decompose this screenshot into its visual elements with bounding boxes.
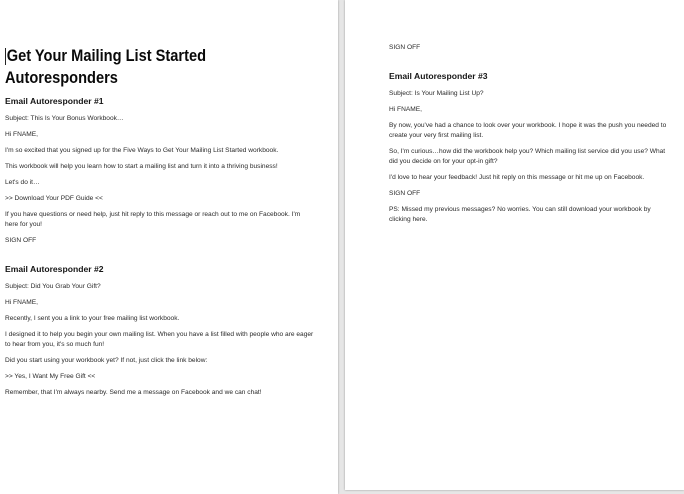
- autoresponder-2-gift-link: >> Yes, I Want My Free Gift <<: [5, 373, 96, 380]
- autoresponder-1-greeting: Hi FNAME,: [5, 131, 38, 138]
- autoresponder-3-postscript: PS: Missed my previous messages? No worries. You can still download your workbook by clicking here.: [389, 206, 651, 223]
- autoresponder-3-greeting: Hi FNAME,: [389, 106, 422, 113]
- autoresponder-1-heading: Email Autoresponder #1: [5, 96, 104, 106]
- section-spacer: [389, 59, 674, 71]
- title-line-1: Get Your Mailing List Started: [6, 46, 207, 65]
- autoresponder-2-heading: Email Autoresponder #2: [5, 264, 104, 274]
- autoresponder-1-paragraph: If you have questions or need help, just hit reply to this message or reach out to me on Facebook. I'm here for you!: [5, 211, 301, 228]
- autoresponder-2-greeting: Hi FNAME,: [5, 299, 38, 306]
- autoresponder-1-paragraph: Let's do it…: [5, 179, 40, 186]
- title-line-2: Autoresponders: [5, 68, 118, 87]
- page-2-content: [389, 43, 674, 231]
- page-1-content: [5, 45, 315, 404]
- autoresponder-3-paragraph: So, I'm curious…how did the workbook help you? Which mailing list service did you use? What did you decide on for your opt-in gift?: [389, 148, 666, 165]
- autoresponder-3-signoff: SIGN OFF: [389, 190, 421, 197]
- autoresponder-2-paragraph: Recently, I sent you a link to your free mailing list workbook.: [5, 315, 180, 322]
- autoresponder-3-paragraph: I'd love to hear your feedback! Just hit reply on this message or hit me up on Facebook.: [389, 174, 645, 181]
- autoresponder-1-download-link: >> Download Your PDF Guide <<: [5, 195, 103, 202]
- document-page-1[interactable]: [0, 0, 338, 494]
- autoresponder-2-paragraph: Did you start using your workbook yet? If not, just click the link below:: [5, 357, 208, 364]
- autoresponder-1-paragraph: This workbook will help you learn how to start a mailing list and turn it into a thriving business!: [5, 163, 278, 170]
- autoresponder-1-subject: Subject: This Is Your Bonus Workbook…: [5, 115, 124, 122]
- autoresponder-1-signoff: SIGN OFF: [5, 237, 37, 244]
- autoresponder-3-paragraph: By now, you've had a chance to look over your workbook. I hope it was the push you needed to create your very first mailing list.: [389, 122, 667, 139]
- autoresponder-3-subject: Subject: Is Your Mailing List Up?: [389, 90, 484, 97]
- document-title: [5, 45, 272, 89]
- autoresponder-3-heading: Email Autoresponder #3: [389, 71, 488, 81]
- document-page-2[interactable]: [345, 0, 684, 490]
- autoresponder-1-paragraph: I'm so excited that you signed up for the Five Ways to Get Your Mailing List Started workbook.: [5, 147, 279, 154]
- section-spacer: [5, 252, 315, 264]
- autoresponder-2-subject: Subject: Did You Grab Your Gift?: [5, 283, 101, 290]
- autoresponder-2-paragraph: Remember, that I'm always nearby. Send me a message on Facebook and we can chat!: [5, 389, 262, 396]
- text-cursor: [5, 48, 6, 65]
- autoresponder-2-signoff: SIGN OFF: [389, 44, 421, 51]
- autoresponder-2-paragraph: I designed it to help you begin your own mailing list. When you have a list filled with people who are eager to hear from you, it's so much fun!: [5, 331, 314, 348]
